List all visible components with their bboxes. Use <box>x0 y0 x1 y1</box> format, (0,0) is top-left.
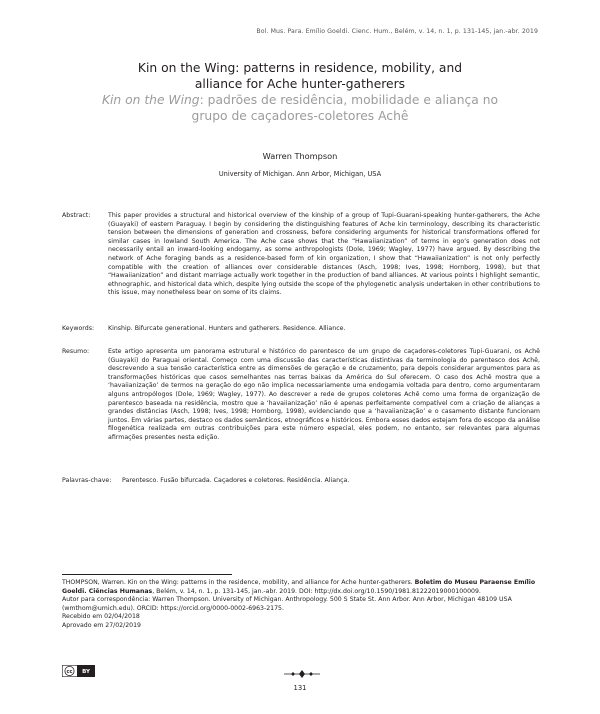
keywords-text: Kinship. Bifurcate generational. Hunters and gatherers. Residence. Alliance. <box>108 325 346 332</box>
article-title-line1: Kin on the Wing: patterns in residence, mobility, and <box>137 61 463 75</box>
article-title-line2: alliance for Ache hunter-gatherers <box>194 77 406 91</box>
article-subtitle-portuguese <box>0 92 600 124</box>
cc-by-icon <box>62 665 95 677</box>
footnotes <box>62 579 540 631</box>
palavras-chave-label: Palavras-chave: <box>62 477 112 484</box>
correspondence[interactable]: Autor para correspondência: Warren Thompson. University of Michigan. Anthropology. 500 S State St. Ann Arbor. Ann Arbor, Michigan 48109 USA (wmthom@umich.edu). ORCID: https://orcid.org/0000-0002-6963-2175. <box>62 596 512 612</box>
cc-badge-right-text: BY <box>82 669 90 676</box>
resumo-section <box>62 348 540 443</box>
citation-journal: Boletim do Museu Paraense Emílio Goeldi. Ciências Humanas <box>62 579 536 595</box>
page-number: 131 <box>293 684 307 692</box>
resumo-text: Este artigo apresenta um panorama estrutural e histórico do parentesco de um grupo de caçadores-coletores Tupi-Guarani, os Achê (Guayaki) do Paraguai oriental. Começo com uma discussão das características distintivas da terminologia do parentesco dos Achê, descrevendo a sua tensão característica entre as dimensões de geração e de cruzamento, para depois considerar argumentos para as transformações históricas que casos semelhantes nas terras baixas da América do Sul oferecem. O caso dos Achê mostra que a ‘havaiianização’ de termos na geração do ego não implica necessariamente uma endogamia voltada para dentro, como argumentaram alguns antropólogos (Dole, 1969; Wagley, 1977). Ao descrever a rede de grupos coletores Achê como uma forma de organização de parentesco baseada na residência, mostro que a ‘havaiianização’ não é apenas perfeitamente compatível com a criação de alianças a grandes distâncias (Asch, 1998; Ives, 1998; Hornborg, 1998), evidenciando que a ‘havaiianização’ e o casamento distante funcionam juntos. Em várias partes, destaco os dados semânticos, etnográficos e históricos. Embora esses dados estejam fora do escopo da análise filogenética realizada em outras contribuições para este número especial, eles podem, no entanto, ser relevantes para algumas afirmações presentes nesta edição. <box>108 348 540 441</box>
subtitle-line2: grupo de caçadores-coletores Achê <box>191 109 409 123</box>
abstract-section <box>62 212 540 298</box>
running-header: Bol. Mus. Para. Emílio Goeldi. Cienc. Hum., Belém, v. 14, n. 1, p. 131-145, jan.-abr. 2019 <box>256 28 538 35</box>
footnote-divider <box>62 574 232 575</box>
decorative-ornament <box>284 664 320 674</box>
citation <box>62 579 540 596</box>
cc-badge-left-text: cc <box>66 668 73 675</box>
subtitle-rest: : padrões de residência, mobilidade e aliança no <box>199 93 499 107</box>
abstract-label: Abstract: <box>62 212 91 219</box>
keywords-label: Keywords: <box>62 325 95 332</box>
approved-date: Aprovado em 27/02/2019 <box>62 621 141 629</box>
citation-details[interactable]: , Belém, v. 14, n. 1, p. 131-145, jan.-abr. 2019. DOI: http://dx.doi.org/10.1590/1981.81222019000100009. <box>152 587 481 595</box>
resumo-label: Resumo: <box>62 348 90 355</box>
abstract-text: This paper provides a structural and historical overview of the kinship of a group of Tupi-Guarani-speaking hunter-gatherers, the Ache (Guayaki) of eastern Paraguay. I begin by considering the distinguishing features of Ache kin terminology, describing its characteristic tension between the dimensions of generation and crossness, before considering arguments for historical transformations offered for similar cases in lowland South America. The Ache case shows that the “Hawaiianization” of terms in ego’s generation does not necessarily entail an inward-looking endogamy, as some anthropologists (Dole, 1969; Wagley, 1977) have argued. By describing the network of Ache foraging bands as a residence-based form of kin organization, I show that “Hawaiianization” is not only perfectly compatible with the creation of alliances over considerable distances (Asch, 1998; Ives, 1998; Hornborg, 1998), but that “Hawaiianization” and distant marriage actually work together in the production of band alliances. At various points I highlight semantic, ethnographic, and historical data which, despite lying outside the scope of the phylogenetic analysis undertaken in other contributions to this issue, may nonetheless bear on some of its claims. <box>108 212 540 297</box>
palavras-chave-section <box>62 477 540 486</box>
keywords-section <box>62 325 540 334</box>
citation-plain: THOMPSON, Warren. Kin on the Wing: patterns in the residence, mobility, and alliance for Ache hunter-gatherers. <box>62 579 413 586</box>
article-title <box>0 60 600 92</box>
palavras-chave-text: Parentesco. Fusão bifurcada. Caçadores e coletores. Residência. Aliança. <box>122 477 350 484</box>
author-affiliation: University of Michigan. Ann Arbor, Michigan, USA <box>218 170 382 178</box>
received-date: Recebido em 02/04/2018 <box>62 613 140 621</box>
ornament-icon <box>284 669 320 679</box>
cc-license-badge[interactable] <box>62 662 95 674</box>
subtitle-italic-part: Kin on the Wing <box>101 93 200 107</box>
author-name: Warren Thompson <box>262 151 338 161</box>
